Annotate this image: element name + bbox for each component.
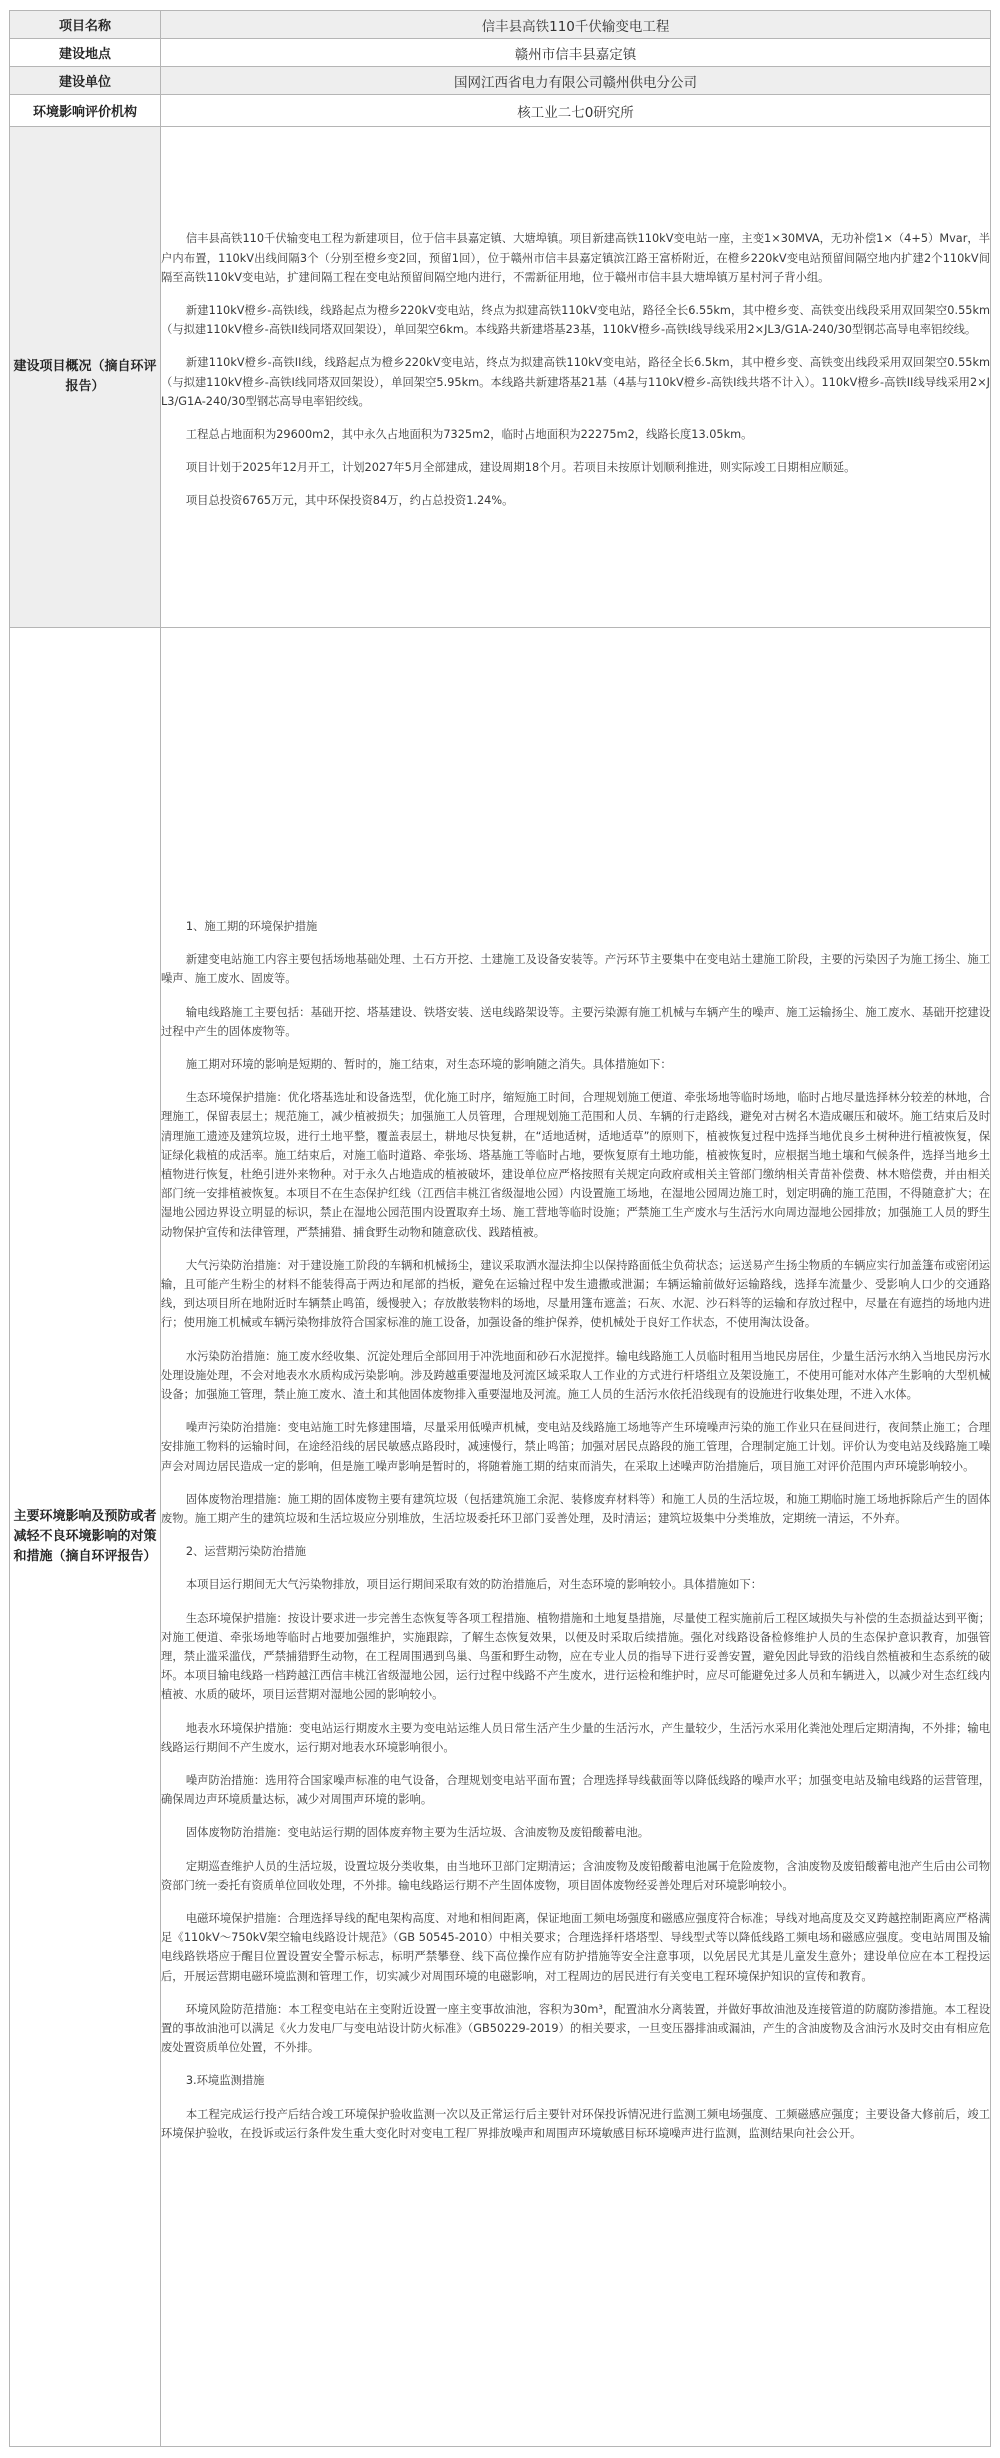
row-location [10,39,991,67]
overview-paragraph: 项目计划于2025年12月开工，计划2027年5月全部建成，建设周期18个月。若项目未按原计划顺利推进，则实际竣工日期相应顺延。 [185,461,856,475]
overview-paragraph: 项目总投资6765万元，其中环保投资84万，约占总投资1.24%。 [185,494,514,508]
project-name-value: 信丰县高铁110千伏输变电工程 [161,11,991,39]
measures-heading: 3.环境监测措施 [185,2074,265,2088]
measures-paragraph: 生态环境保护措施：优化塔基选址和设备选型，优化施工时序，缩短施工时间，合理规划施工便道、牵张场地等临时场地，临时占地尽量选择林分较差的林地，合理施工，保留表层土；规范施工，减少植被损失；加强施工人员管理，合理规划施工范围和人员、车辆的行走路线，避免对古树名木造成碾压和破坏。施工结束后及时清理施工遗迹及建筑垃圾，进行土地平整，覆盖表层土，耕地尽快复耕，在“适地适树，适地适草”的原则下，植被恢复过程中选择当地优良乡土树种进行植被恢复，保证绿化栽植的成活率。施工结束后，对施工临时道路、牵张场、塔基施工等临时占地，要恢复原有土地功能，植被恢复时，应根据当地土壤和气候条件，选择当地乡土植物进行恢复，杜绝引进外来物种。对于永久占地造成的植被破坏，建设单位应严格按照有关规定向政府或相关主管部门缴纳相关青苗补偿费、林木赔偿费，并由相关部门统一安排植被恢复。本项目不在生态保护红线（江西信丰桃江省级湿地公园）内设置施工场地，在湿地公园周边施工时，划定明确的施工范围，不得随意扩大；在湿地公园边界设立明显的标识，禁止在湿地公园范围内设置取弃土场、施工营地等临时设施；严禁施工生产废水与生活污水向周边湿地公园排放；加强施工人员的野生动物保护宣传和法律管理，严禁捕猎、捕食野生动物和随意砍伐、践踏植被。 [161,1091,990,1239]
measures-paragraph: 本工程完成运行投产后结合竣工环境保护验收监测一次以及正常运行后主要针对环保投诉情况进行监测工频电场强度、工频磁感应强度；主要设备大修前后，竣工环境保护验收，在投诉或运行条件发生重大变化时对变电工程厂界排放噪声和周围声环境敏感目标环境噪声进行监测，监测结果向社会公开。 [161,2107,990,2140]
overview-paragraph: 工程总占地面积为29600m2，其中永久占地面积为7325m2，临时占地面积为22275m2，线路长度13.05km。 [185,428,753,441]
row-builder [10,67,991,95]
measures-paragraph: 固体废物防治措施：变电站运行期的固体废弃物主要为生活垃圾、含油废物及废铅酸蓄电池。 [185,1826,650,1840]
measures-paragraph: 生态环境保护措施：按设计要求进一步完善生态恢复等各项工程措施、植物措施和土地复垦措施，尽量使工程实施前后工程区域损失与补偿的生态损益达到平衡；对施工便道、牵张场地等临时占地要加强维护，实施跟踪，了解生态恢复效果，以便及时采取后续措施。强化对线路设备检修维护人员的生态保护意识教育，加强管理，禁止滥采滥伐，严禁捕猎野生动物，在工程周围遇到鸟巢、鸟蛋和野生动物，应在专业人员的指导下进行妥善安置，避免因此导致的沿线自然植被和生态系统的破坏。本项目输电线路一档跨越江西信丰桃江省级湿地公园，运行过程中线路不产生废水，进行运检和维护时，应尽可能避免过多人员和车辆进入，以减少对生态红线内植被、水质的破坏，项目运营期对湿地公园的影响较小。 [161,1611,990,1702]
measures-paragraph: 水污染防治措施：施工废水经收集、沉淀处理后全部回用于冲洗地面和砂石水泥搅拌。输电线路施工人员临时租用当地民房居住，少量生活污水纳入当地民房污水处理设施处理，不会对地表水水质构成污染影响。涉及跨越重要湿地及河流区域采取人工作业的方式进行杆塔组立及架设施工，不使用可能对水体产生影响的大型机械设备；加强施工管理，禁止施工废水、渣土和其他固体废物排入重要湿地及河流。施工人员的生活污水依托沿线现有的设施进行收集处理，不进入水体。 [161,1349,990,1401]
eia-summary-page [9,10,991,2447]
builder-value: 国网江西省电力有限公司赣州供电分公司 [161,67,991,95]
overview-paragraph: 新建110kV橙乡-高铁II线，线路起点为橙乡220kV变电站，终点为拟建高铁110kV变电站，路径全长6.5km，其中橙乡变、高铁变出线段采用双回架空0.55km（与拟建110kV橙乡-高铁I线同塔双回架设），单回架空5.95km。本线路共新建塔基21基（4基与110kV橙乡-高铁I线共塔不计入）。110kV橙乡-高铁II线导线采用2×JL3/G1A-240/30型钢芯高导电率铝绞线。 [161,356,990,408]
measures-paragraph: 输电线路施工主要包括：基础开挖、塔基建设、铁塔安装、送电线路架设等。主要污染源有施工机械与车辆产生的噪声、施工运输扬尘、施工废水、基础开挖建设过程中产生的固体废物等。 [161,1005,990,1038]
overview-label: 建设项目概况（摘自环评报告） [10,127,161,628]
measures-paragraph: 定期巡查维护人员的生活垃圾，设置垃圾分类收集，由当地环卫部门定期清运；含油废物及废铅酸蓄电池属于危险废物，含油废物及废铅酸蓄电池产生后由公司物资部门统一委托有资质单位回收处理，不外排。输电线路运行期不产生固体废物，项目固体废物经妥善处理后对环境影响较小。 [161,1859,990,1892]
measures-heading: 1、施工期的环境保护措施 [185,919,318,933]
overview-content [161,127,991,628]
measures-paragraph: 施工期对环境的影响是短期的、暂时的，施工结束，对生态环境的影响随之消失。具体措施如下： [185,1057,672,1071]
location-label: 建设地点 [10,39,161,67]
overview-paragraph: 新建110kV橙乡-高铁I线，线路起点为橙乡220kV变电站，终点为拟建高铁110kV变电站，路径全长6.55km，其中橙乡变、高铁变出线段采用双回架空0.55km（与拟建110kV橙乡-高铁II线同塔双回架设），单回架空6km。本线路共新建塔基23基，110kV橙乡-高铁I线导线采用2×JL3/G1A-240/30型钢芯高导电率铝绞线。 [161,303,990,337]
measures-paragraph: 大气污染防治措施：对于建设施工阶段的车辆和机械扬尘，建议采取洒水湿法抑尘以保持路面低尘负荷状态；运送易产生扬尘物质的车辆应实行加盖篷布或密闭运输，且可能产生粉尘的材料不能装得高于两边和尾部的挡板，避免在运输过程中发生遗撒或泄漏；车辆运输前做好运输路线，选择车流量少、受影响人口少的交通路线，到达项目所在地附近时车辆禁止鸣笛，缓慢驶入；存放散装物料的场地，尽量用篷布遮盖；石灰、水泥、沙石料等的运输和存放过程中，尽量在有遮挡的场地内进行；使用施工机械或车辆污染物排放符合国家标准的施工设备，加强设备的维护保养，使机械处于良好工作状态，不使用淘汰设备。 [161,1258,990,1330]
measures-label: 主要环境影响及预防或者减轻不良环境影响的对策和措施（摘自环评报告） [10,628,161,2447]
project-name-label: 项目名称 [10,11,161,39]
location-value: 赣州市信丰县嘉定镇 [161,39,991,67]
measures-paragraph: 噪声防治措施：选用符合国家噪声标准的电气设备，合理规划变电站平面布置；合理选择导线截面等以降低线路的噪声水平；加强变电站及输电线路的运营管理，确保周边声环境质量达标，减少对周围声环境的影响。 [161,1774,990,1807]
measures-paragraph: 固体废物治理措施：施工期的固体废物主要有建筑垃圾（包括建筑施工余泥、装修废弃材料等）和施工人员的生活垃圾，和施工期临时施工场地拆除后产生的固体废物。施工期产生的建筑垃圾和生活垃圾应分别堆放，生活垃圾委托环卫部门妥善处理，及时清运；建筑垃圾集中分类堆放，定期统一清运，不外弃。 [161,1492,990,1525]
row-overview [10,127,991,628]
builder-label: 建设单位 [10,67,161,95]
row-eia-agency [10,95,991,127]
overview-paragraph: 信丰县高铁110千伏输变电工程为新建项目，位于信丰县嘉定镇、大塘埠镇。项目新建高铁110kV变电站一座，主变1×30MVA，无功补偿1×（4+5）Mvar，半户内布置，110kV出线间隔3个（分别至橙乡变2回，预留1回），位于赣州市信丰县嘉定镇滨江路王富桥附近，在橙乡220kV变电站预留间隔空地内扩建2个110kV间隔至高铁110kV变电站，扩建间隔工程在变电站预留间隔空地内进行，不需新征用地，位于赣州市信丰县大塘埠镇万星村河子背小组。 [161,232,990,284]
measures-content [161,628,991,2447]
row-project-name [10,11,991,39]
measures-heading: 2、运营期污染防治措施 [185,1545,307,1559]
measures-paragraph: 本项目运行期间无大气污染物排放，项目运行期间采取有效的防治措施后，对生态环境的影响较小。具体措施如下： [185,1578,763,1592]
eia-agency-value: 核工业二七0研究所 [161,95,991,127]
project-info-table [9,10,991,2447]
measures-paragraph: 新建变电站施工内容主要包括场地基础处理、土石方开挖、土建施工及设备安装等。产污环节主要集中在变电站土建施工阶段，主要的污染因子为施工扬尘、施工噪声、施工废水、固废等。 [161,953,990,986]
eia-agency-label: 环境影响评价机构 [10,95,161,127]
measures-paragraph: 地表水环境保护措施：变电站运行期废水主要为变电站运维人员日常生活产生少量的生活污水，产生量较少，生活污水采用化粪池处理后定期清掏，不外排；输电线路运行期间不产生废水，运行期对地表水环境影响很小。 [161,1721,990,1754]
measures-paragraph: 噪声污染防治措施：变电站施工时先修建围墙，尽量采用低噪声机械，变电站及线路施工场地等产生环境噪声污染的施工作业只在昼间进行，夜间禁止施工；合理安排施工物料的运输时间，在途经沿线的居民敏感点路段时，减速慢行，禁止鸣笛；加强对居民点路段的施工管理，合理制定施工计划。评价认为变电站及线路施工噪声会对周边居民造成一定的影响，但是施工噪声影响是暂时的，将随着施工期的结束而消失，在采取上述噪声防治措施后，项目施工对评价范围内声环境影响较小。 [161,1421,990,1473]
measures-paragraph: 环境风险防范措施：本工程变电站在主变附近设置一座主变事故油池，容积为30m³，配置油水分离装置，并做好事故油池及连接管道的防腐防渗措施。本工程设置的事故油池可以满足《火力发电厂与变电站设计防火标准》（GB50229-2019）的相关要求，一旦变压器排油或漏油，产生的含油废物及含油污水及时交由有相应危废处置资质单位处置，不外排。 [161,2002,990,2055]
measures-paragraph: 电磁环境保护措施：合理选择导线的配电架构高度、对地和相间距离，保证地面工频电场强度和磁感应强度符合标准；导线对地高度及交叉跨越控制距离应严格满足《110kV～750kV架空输电线路设计规范》（GB 50545-2010）中相关要求；合理选择杆塔塔型、导线型式等以降低线路工频电场和磁感应强度。变电站周围及输电线路铁塔应于醒目位置设置安全警示标志，标明严禁攀登、线下高位操作应有防护措施等安全注意事项，以免居民尤其是儿童发生意外；建设单位应在本工程投运后，开展运营期电磁环境监测和管理工作，切实减少对周围环境的电磁影响，对工程周边的居民进行有关变电工程环境保护知识的宣传和教育。 [161,1912,990,1983]
row-measures [10,628,991,2447]
